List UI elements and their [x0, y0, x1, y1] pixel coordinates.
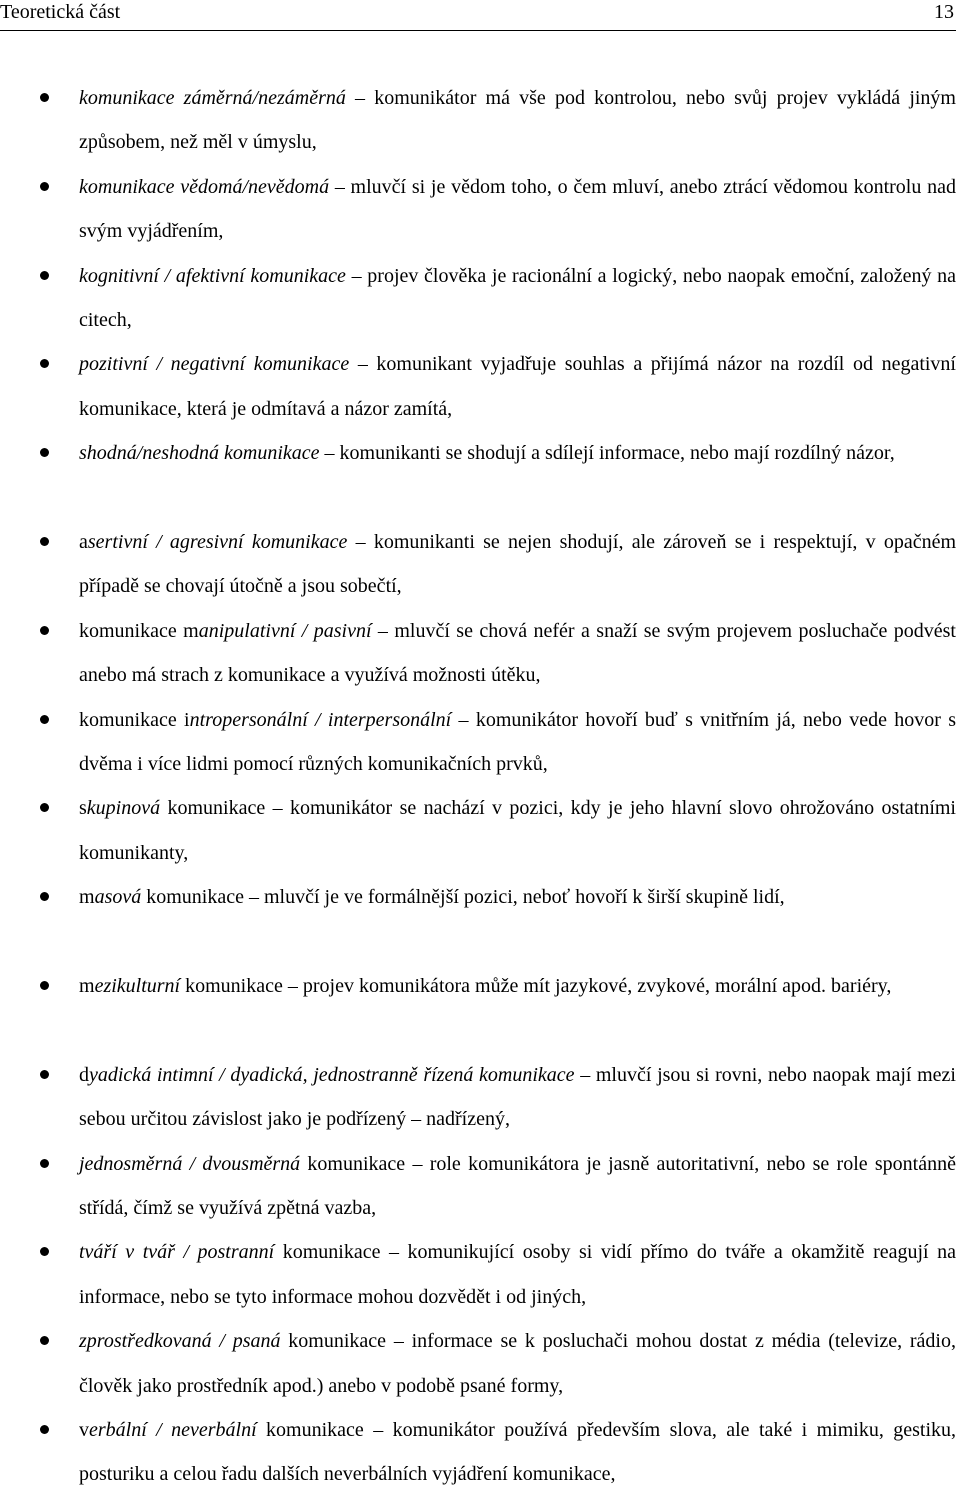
description-text: komunikace m: [79, 619, 199, 642]
term-text: kupinová: [86, 797, 161, 820]
description-text: d: [79, 1063, 89, 1086]
description-text: komunikace – informace se k posluchači mohou dostat z média (televize, rádio, člověk jako prostředník apod.) anebo v podobě psané formy,: [79, 1330, 956, 1397]
list-item: [0, 76, 960, 165]
term-text: kognitivní / afektivní komunikace: [79, 264, 346, 287]
list-item: [0, 964, 960, 1053]
description-text: – komunikátor hovoří buď s vnitřním já, nebo vede hovor s dvěma i více lidmi pomocí různých komunikačních prvků,: [79, 708, 957, 775]
description-text: – komunikátor má vše pod kontrolou, nebo svůj projev vykládá jiným způsobem, než měl v úmyslu,: [79, 87, 956, 154]
description-text: komunikace – komunikující osoby si vidí přímo do tváře a okamžitě reagují na informace, nebo se tyto informace mohou dozvědět i od jiných,: [79, 1241, 956, 1308]
term-text: komunikace záměrná/nezáměrná: [79, 87, 346, 109]
description-text: a: [79, 530, 88, 553]
page-number: 13: [934, 1, 954, 23]
bullet-icon: [40, 359, 49, 368]
list-item: [0, 1142, 960, 1231]
list-item: [0, 698, 960, 787]
description-text: komunikace – mluvčí je ve formálnější pozici, neboť hovoří k širší skupině lidí,: [141, 886, 785, 909]
bullet-icon: [40, 1336, 49, 1345]
term-text: erbální / neverbální: [89, 1418, 257, 1441]
list-item: [0, 1230, 960, 1319]
description-text: – projev člověka je racionální a logický, nebo naopak emoční, založený na citech,: [79, 264, 957, 331]
bullet-icon: [40, 803, 49, 812]
term-text: jednosměrná / dvousměrná: [79, 1152, 301, 1175]
list-item: [0, 1053, 960, 1142]
term-text: anipulativní / pasivní: [198, 619, 372, 642]
bullet-icon: [40, 448, 49, 457]
bullet-icon: [40, 93, 49, 102]
bullet-icon: [40, 715, 49, 724]
bullet-icon: [40, 892, 49, 901]
description-text: – mluvčí si je vědom toho, o čem mluví, anebo ztrácí vědomou kontrolu nad svým vyjádřením,: [79, 175, 956, 243]
description-text: m: [79, 886, 95, 909]
description-text: komunikace – komunikátor se nachází v pozici, kdy je jeho hlavní slovo ohrožováno ostatními komunikanty,: [79, 797, 956, 864]
term-text: asová: [94, 886, 142, 909]
term-text: ezikulturní: [94, 974, 181, 997]
description-text: – komunikant vyjadřuje souhlas a přijímá názor na rozdíl od negativní komunikace, která je odmítavá a názor zamítá,: [79, 353, 956, 420]
list-item: [0, 342, 960, 431]
term-text: zprostředkovaná / psaná: [79, 1330, 281, 1353]
bullet-icon: [40, 1425, 49, 1434]
description-text: komunikace – role komunikátora je jasně autoritativní, nebo se role spontánně střídá, čímž se využívá zpětná vazba,: [79, 1152, 956, 1219]
list-item: [0, 875, 960, 964]
term-text: ntropersonální / interpersonální: [189, 708, 452, 731]
term-text: yadická intimní / dyadická, jednostranně řízená komunikace: [89, 1063, 575, 1086]
header-divider: [0, 30, 956, 31]
term-text: komunikace vědomá/nevědomá: [79, 175, 330, 198]
term-text: tváří v tvář / postranní: [79, 1241, 275, 1264]
description-text: v: [79, 1418, 89, 1441]
term-text: pozitivní / negativní komunikace: [79, 353, 350, 376]
description-text: – mluvčí se chová nefér a snaží se svým projevem posluchače podvést anebo má strach z komunikace a využívá možnosti útěku,: [79, 619, 956, 687]
list-item: [0, 520, 960, 609]
bullet-icon: [40, 1159, 49, 1168]
bullet-icon: [40, 1247, 49, 1256]
description-text: – komunikanti se nejen shodují, ale zároveň se i respektují, v opačném případě se chovají útočně a jsou sobečtí,: [79, 530, 956, 598]
list-item: [0, 1408, 960, 1497]
description-text: – mluvčí jsou si rovni, nebo naopak mají mezi sebou určitou závislost jako je podřízený – nadřízený,: [79, 1063, 956, 1131]
list-item: [0, 254, 960, 343]
bullet-icon: [40, 1070, 49, 1079]
description-text: komunikace i: [79, 708, 190, 731]
page-header: [0, 0, 954, 28]
bullet-icon: [40, 981, 49, 990]
term-text: shodná/neshodná komunikace: [79, 442, 320, 465]
bullet-icon: [40, 626, 49, 635]
bullet-icon: [40, 271, 49, 280]
description-text: komunikace – komunikátor používá především slova, ale také i mimiku, gestiku, posturiku a celou řadu dalších neverbálních vyjádření komunikace,: [79, 1418, 956, 1486]
bullet-icon: [40, 182, 49, 191]
description-text: m: [79, 974, 95, 997]
communication-types-list: [0, 76, 960, 1497]
list-item: [0, 165, 960, 254]
bullet-icon: [40, 537, 49, 546]
description-text: s: [79, 797, 87, 820]
description-text: komunikace – projev komunikátora může mít jazykové, zvykové, morální apod. bariéry,: [180, 974, 892, 997]
list-item: [0, 1319, 960, 1408]
list-item: [0, 609, 960, 698]
term-text: sertivní / agresivní komunikace: [87, 530, 348, 553]
section-title: Teoretická část: [0, 1, 121, 23]
list-item: [0, 786, 960, 875]
list-item: [0, 431, 960, 520]
description-text: – komunikanti se shodují a sdílejí informace, nebo mají rozdílný názor,: [319, 442, 895, 465]
